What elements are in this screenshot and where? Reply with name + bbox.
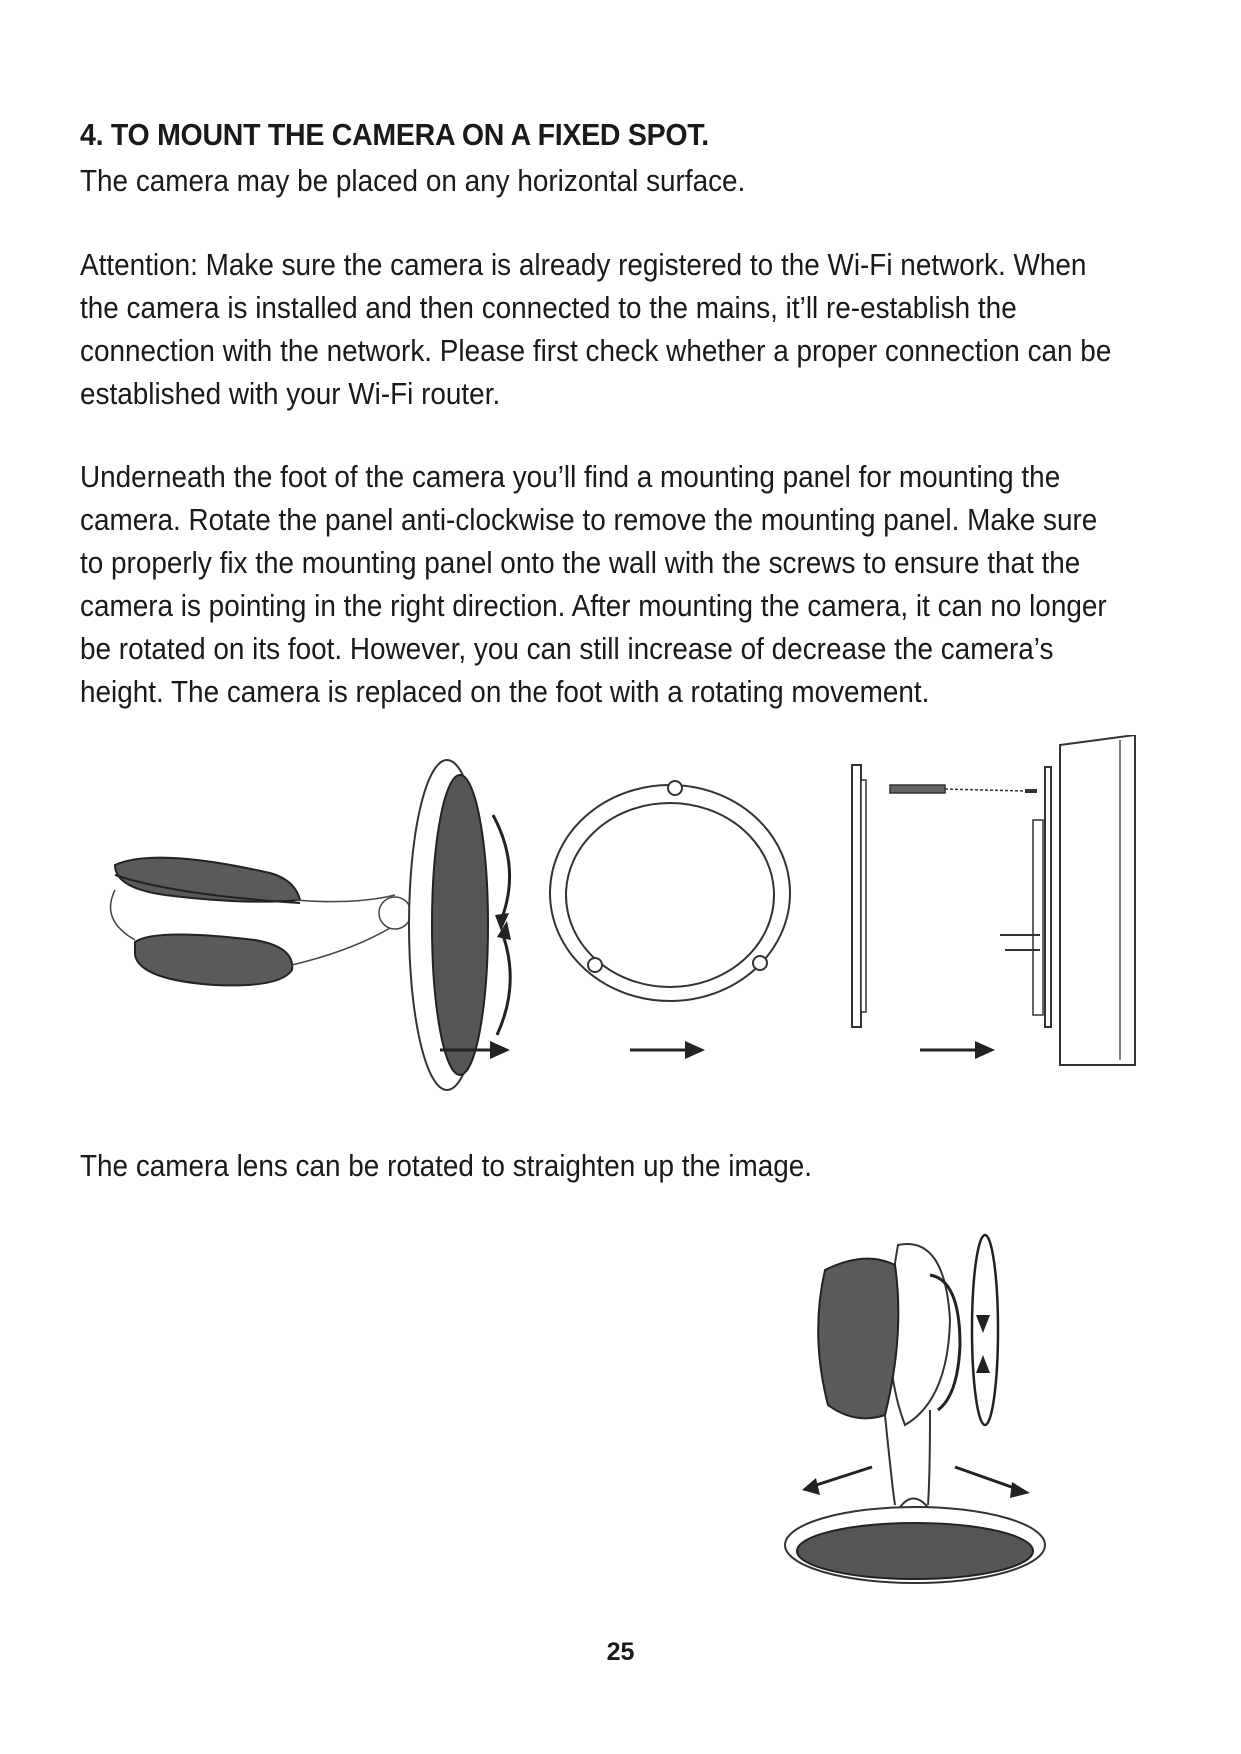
intro-line: The camera may be placed on any horizontal surface.: [80, 163, 746, 198]
mounting-line: camera is pointing in the right direction. After mounting the camera, it can no longer: [80, 588, 1107, 623]
mounting-line: to properly fix the mounting panel onto the wall with the screws to ensure that the: [80, 545, 1081, 580]
wall-mounting-illustration: [852, 735, 1135, 1065]
attention-paragraph: [80, 243, 1151, 415]
lens-line: The camera lens can be rotated to straighten up the image.: [80, 1148, 813, 1183]
page-number: 25: [606, 1638, 635, 1666]
mounting-line: be rotated on its foot. However, you can still increase of decrease the camera’s: [80, 631, 1054, 666]
lens-rotation-illustration: [780, 1225, 1050, 1595]
mounting-steps-illustration: [95, 735, 1170, 1135]
camera-with-base-illustration: [111, 760, 512, 1090]
section-heading: 4. TO MOUNT THE CAMERA ON A FIXED SPOT.: [80, 117, 709, 152]
mounting-line: height. The camera is replaced on the foot with a rotating movement.: [80, 674, 930, 709]
lens-paragraph: [80, 1144, 1151, 1187]
mounting-paragraph: [80, 455, 1151, 713]
mounting-line: camera. Rotate the panel anti-clockwise to remove the mounting panel. Make sure: [80, 502, 1098, 537]
mounting-line: Underneath the foot of the camera you’ll find a mounting panel for mounting the: [80, 459, 1061, 494]
attention-line: connection with the network. Please first check whether a proper connection can be: [80, 333, 1112, 368]
intro-paragraph: [80, 159, 1151, 202]
arrow-right-icon: [630, 1041, 705, 1059]
mounting-panel-illustration: [550, 781, 790, 1001]
attention-line: the camera is installed and then connected to the mains, it’ll re-establish the: [80, 290, 1017, 325]
attention-line: established with your Wi-Fi router.: [80, 376, 501, 411]
attention-line: Attention: Make sure the camera is already registered to the Wi-Fi network. When: [80, 247, 1087, 282]
arrow-right-icon: [920, 1041, 995, 1059]
